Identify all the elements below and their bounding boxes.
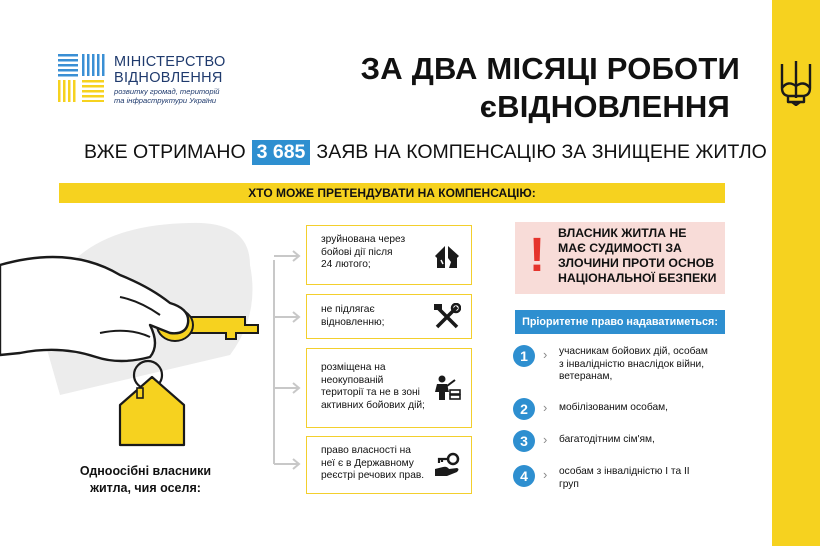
warning-line: ВЛАСНИК ЖИТЛА НЕ — [558, 226, 687, 240]
stat-suffix: ЗАЯВ НА КОМПЕНСАЦІЮ ЗА ЗНИЩЕНЕ ЖИТЛО — [316, 140, 767, 163]
priority-line: багатодітним сім'ям, — [559, 434, 655, 445]
logo-title-line1: МІНІСТЕРСТВО — [114, 54, 226, 70]
warning-text — [558, 226, 722, 286]
warning-line: НАЦІОНАЛЬНОЇ БЕЗПЕКИ — [558, 271, 717, 285]
priority-number-badge: 1 — [513, 345, 535, 367]
criterion-unoccupied-territory — [306, 348, 472, 428]
priority-line: груп — [559, 478, 579, 490]
logo-title-line2: ВІДНОВЛЕННЯ — [114, 70, 223, 86]
priority-line: ветеранам, — [559, 371, 613, 382]
stat-prefix: ВЖЕ ОТРИМАНО — [84, 140, 246, 163]
ministry-logo — [58, 54, 268, 114]
criterion-line: відновленню; — [321, 316, 385, 328]
hand-holding-key-illustration — [0, 205, 290, 465]
criterion-line: бойові дії після — [321, 246, 393, 258]
chevron-right-icon: › — [543, 467, 548, 482]
criterion-line: не підлягає — [321, 304, 375, 315]
page-title — [340, 50, 740, 126]
page-title-line2: єВІДНОВЛЕННЯ — [479, 89, 730, 124]
criterion-destroyed — [306, 225, 472, 285]
warning-line: ЗЛОЧИНИ ПРОТИ ОСНОВ — [558, 256, 715, 270]
warning-line: МАЄ СУДИМОСТІ ЗА — [558, 241, 682, 255]
priority-line: особам з інвалідністю I та II — [559, 466, 690, 477]
criteria-bracket — [268, 240, 308, 480]
destroyed-house-icon — [433, 242, 461, 270]
criterion-line: право власності на — [321, 445, 411, 456]
priority-text — [559, 402, 719, 415]
criterion-text — [321, 362, 425, 412]
criterion-text — [321, 234, 405, 272]
criminal-record-warning — [515, 222, 725, 294]
chevron-right-icon: › — [543, 347, 548, 362]
criterion-line: неокупованій — [321, 374, 384, 386]
priority-text — [559, 434, 719, 447]
criterion-line: зруйнована через — [321, 234, 406, 245]
priority-number-badge: 4 — [513, 465, 535, 487]
criterion-line: активних бойових дій; — [321, 399, 425, 411]
ministry-stripes-icon — [58, 54, 106, 102]
criterion-text — [321, 445, 424, 483]
builder-bricks-icon — [433, 374, 461, 402]
priority-header: Пріоритетне право надаватиметься: — [515, 310, 725, 334]
owners-caption-line2: житла, чия оселя: — [90, 481, 201, 495]
criterion-line: 24 лютого; — [321, 259, 371, 270]
criterion-not-restorable — [306, 294, 472, 339]
priority-text — [559, 346, 719, 384]
trident-coat-of-arms-icon — [778, 58, 814, 106]
crossed-tools-icon — [433, 303, 461, 331]
priority-line: учасникам бойових дій, особам — [559, 346, 708, 357]
priority-number-badge: 3 — [513, 430, 535, 452]
criterion-line: реєстрі речових прав. — [321, 470, 425, 481]
owners-caption-line1: Одноосібні власники — [79, 464, 212, 478]
logo-subtitle-line1: розвитку громад, територій — [114, 87, 220, 96]
priority-text — [559, 466, 719, 491]
applications-count-badge: 3 685 — [252, 140, 311, 165]
owners-caption — [58, 463, 233, 497]
priority-number-badge: 2 — [513, 398, 535, 420]
priority-line: мобілізованим особам, — [559, 402, 668, 413]
logo-subtitle — [114, 88, 220, 105]
eligibility-banner: ХТО МОЖЕ ПРЕТЕНДУВАТИ НА КОМПЕНСАЦІЮ: — [59, 183, 725, 203]
page-title-line1: ЗА ДВА МІСЯЦІ РОБОТИ — [360, 51, 740, 86]
criterion-registered-ownership — [306, 436, 472, 494]
chevron-right-icon: › — [543, 432, 548, 447]
criterion-line: неї є в Державному — [321, 457, 414, 469]
chevron-right-icon: › — [543, 400, 548, 415]
criterion-text — [321, 304, 384, 329]
logo-subtitle-line2: та інфраструктури України — [114, 95, 217, 105]
key-in-hand-icon — [433, 451, 461, 479]
exclamation-icon: ! — [529, 229, 545, 282]
priority-line: з інвалідністю внаслідок війни, — [559, 358, 705, 370]
criterion-line: розміщена на — [321, 362, 386, 373]
criterion-line: території та не в зоні — [321, 387, 420, 398]
applications-stat — [84, 139, 767, 165]
